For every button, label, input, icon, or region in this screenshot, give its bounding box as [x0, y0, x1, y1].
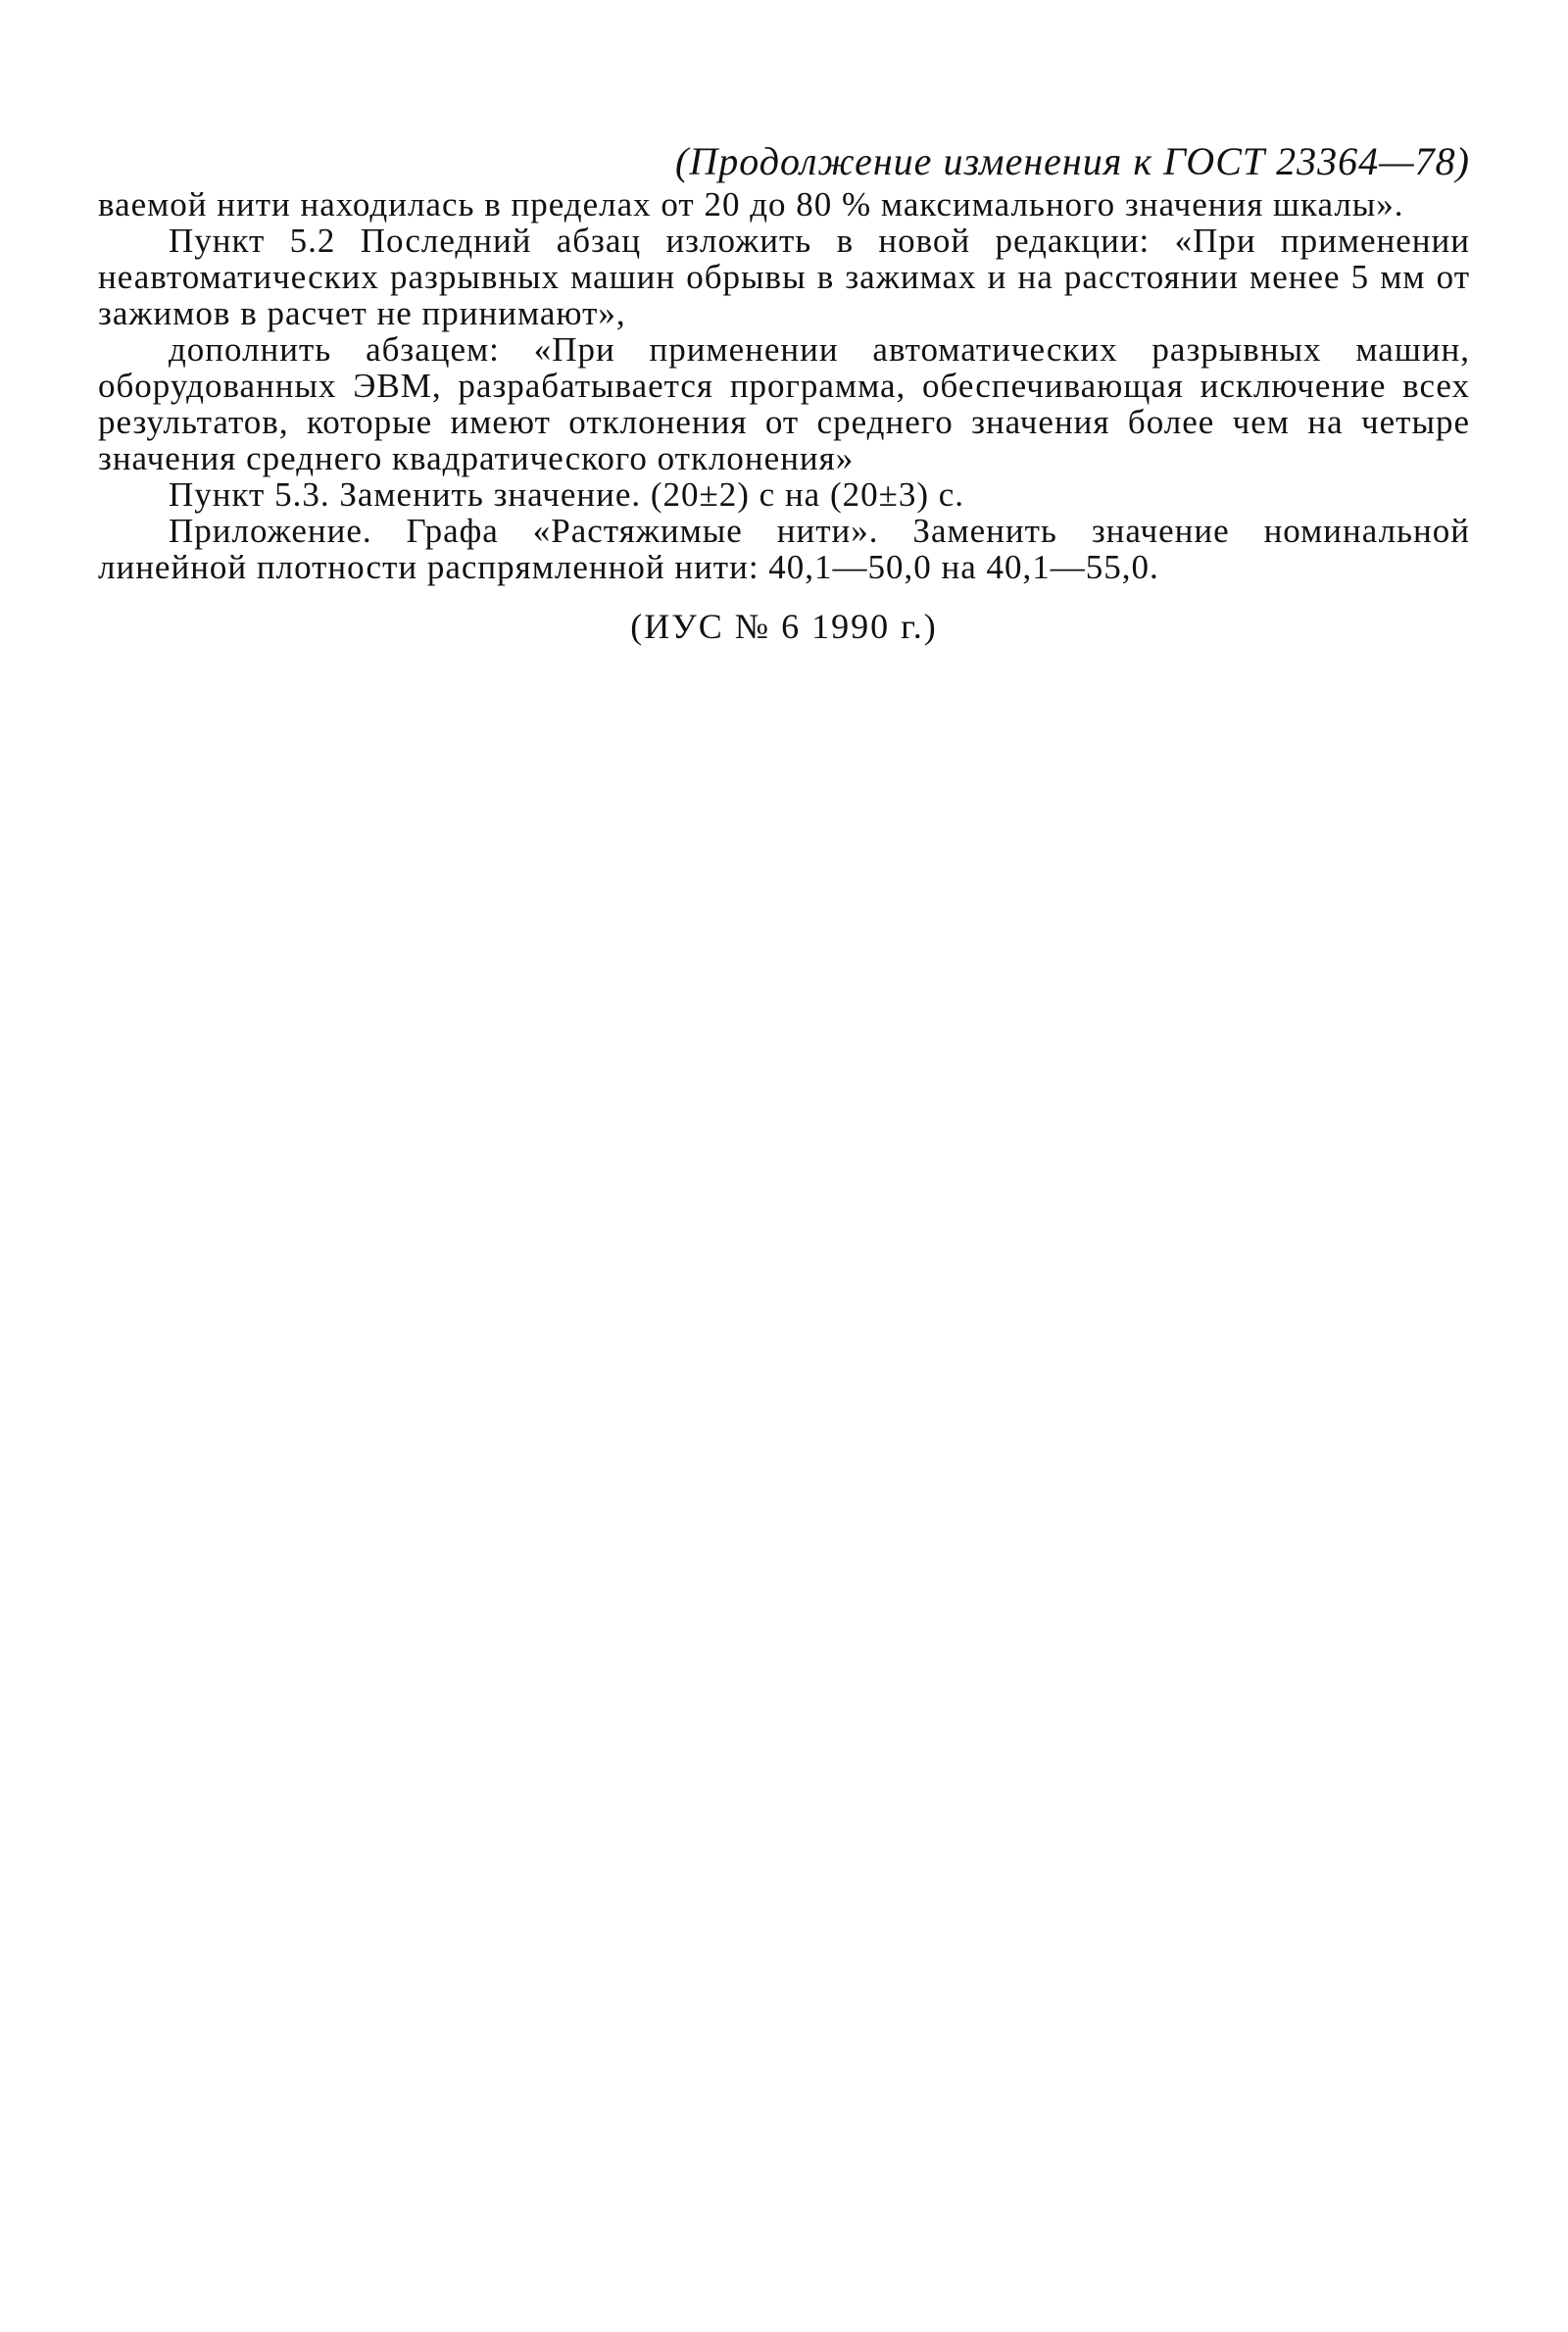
- paragraph-appendix: Приложение. Графа «Растяжимые нити». Заменить значение номинальной линейной плотности распрямленной нити: 40,1—50,0 на 40,1—55,0.: [98, 512, 1470, 586]
- source-reference: (ИУС № 6 1990 г.): [630, 607, 938, 646]
- paragraph-item-5-3: Пункт 5.3. Заменить значение. (20±2) с на (20±3) с.: [169, 475, 965, 514]
- paragraph-continuation: ваемой нити находилась в пределах от 20 до 80 % максимального значения шкалы».: [98, 185, 1404, 223]
- document-body: [98, 137, 1470, 646]
- continuation-header: (Продолжение изменения к ГОСТ 23364—78): [675, 139, 1470, 183]
- paragraph-item-5-2: Пункт 5.2 Последний абзац изложить в новой редакции: «При применении неавтоматических разрывных машин обрывы в зажимах и на расстоянии менее 5 мм от зажимов в расчет не принимают»,: [98, 222, 1470, 332]
- paragraph-addition: дополнить абзацем: «При применении автоматических разрывных машин, оборудованных ЭВМ, разрабатывается программа, обеспечивающая исключение всех результатов, которые имеют отклонения от среднего значения более чем на четыре значения среднего квадратического отклонения»: [98, 330, 1470, 477]
